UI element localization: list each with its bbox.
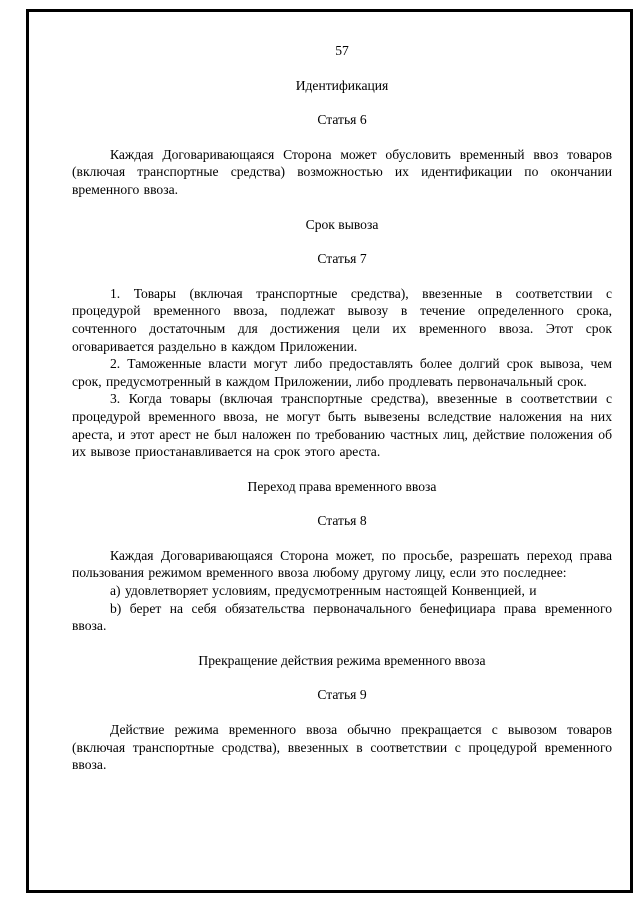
section-heading-termination: Прекращение действия режима временного ввоза — [198, 652, 486, 668]
article-7-paragraph-3: 3. Когда товары (включая транспортные средства), ввезенные в соответствии с процедурой временного ввоза, не могут быть вывезены вследствие наложения на них ареста, и этот арест не был наложен по требованию частных лиц, действие положения об их вывозе приостанавливается на срок этого ареста. — [72, 391, 612, 460]
article-heading-7: Статья 7 — [317, 251, 367, 267]
section-heading-transfer-of-right: Переход права временного ввоза — [247, 478, 437, 494]
article-8-item-b: b) берет на себя обязательства первоначального бенефициара права временного ввоза. — [72, 600, 612, 634]
section-heading-export-period: Срок вывоза — [305, 216, 379, 232]
article-8-paragraph: Каждая Договаривающаяся Сторона может, по просьбе, разрешать переход права пользования режимом временного ввоза любому другому лицу, если это последнее: — [72, 547, 612, 581]
article-heading-6: Статья 6 — [317, 112, 367, 128]
article-heading-9: Статья 9 — [317, 687, 367, 703]
section-heading-identification: Идентификация — [295, 77, 389, 93]
page-content — [72, 42, 612, 774]
article-7-paragraph-2: 2. Таможенные власти могут либо предоставлять более долгий срок вывоза, чем срок, предусмотренный в каждом Приложении, либо продлевать первоначальный срок. — [72, 356, 612, 389]
article-heading-8: Статья 8 — [317, 513, 367, 529]
page-number: 57 — [335, 43, 349, 58]
article-6-paragraph: Каждая Договаривающаяся Сторона может обусловить временный ввоз товаров (включая транспортные средства) возможностью их идентификации по окончании временного ввоза. — [72, 146, 612, 197]
article-9-paragraph: Действие режима временного ввоза обычно прекращается с вывозом товаров (включая транспортные сродства), ввезенных в соответствии с процедурой временного ввоза. — [72, 722, 612, 773]
article-7-paragraph-1: 1. Товары (включая транспортные средства), ввезенные в соответствии с процедурой временного ввоза, подлежат вывозу в течение определенного срока, сочтенного достаточным для достижения цели их временного ввоза. Этот срок оговаривается раздельно в каждом Приложении. — [72, 285, 612, 354]
article-8-item-a: а) удовлетворяет условиям, предусмотренным настоящей Конвенцией, и — [110, 583, 537, 599]
